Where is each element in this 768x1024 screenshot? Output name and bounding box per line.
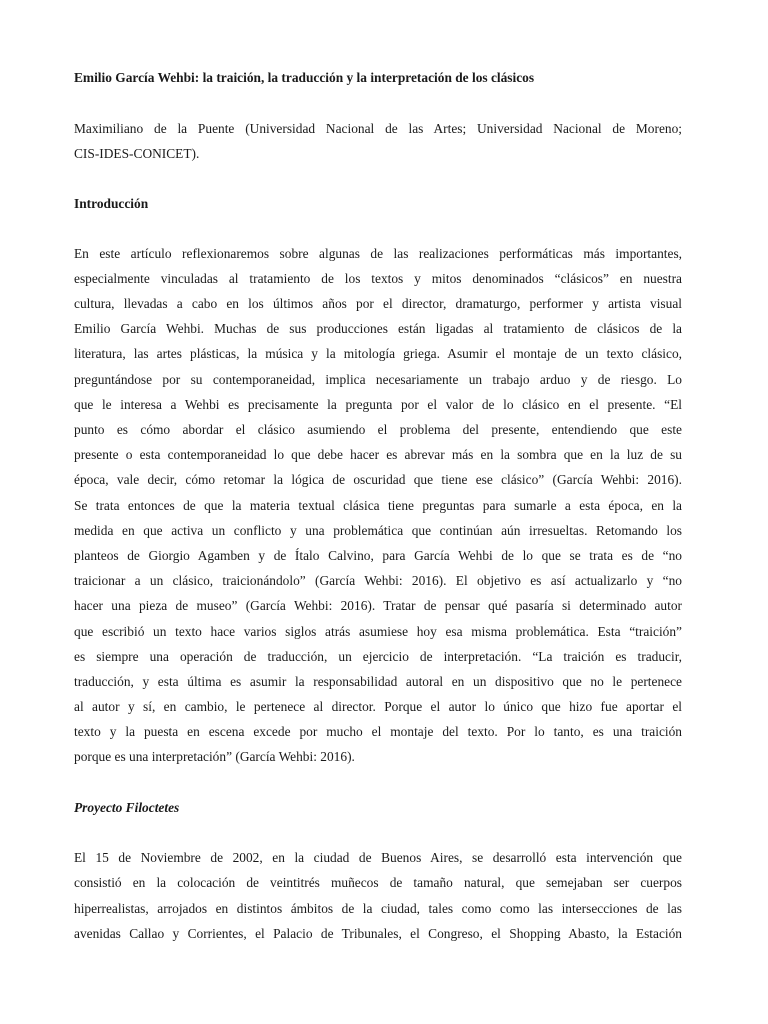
- paragraph-line: medida en que activa un conflicto y una problemática que continúan aún irresueltas. Retomando los: [74, 523, 682, 538]
- paragraph-line: Se trata entonces de que la materia textual clásica tiene preguntas para sumarle a esta época, en la: [74, 498, 682, 513]
- paragraph-line: Emilio García Wehbi. Muchas de sus producciones están ligadas al tratamiento de clásicos de la: [74, 321, 682, 336]
- document-title: Emilio García Wehbi: la traición, la traducción y la interpretación de los clásicos: [74, 70, 535, 85]
- paragraph-line: literatura, las artes plásticas, la música y la mitología griega. Asumir el montaje de un texto clásico,: [74, 346, 682, 361]
- paragraph-line: presente o esta contemporaneidad lo que debe hacer es abrevar más en la sombra que en la luz de su: [74, 447, 682, 462]
- paragraph-line: es siempre una operación de traducción, un ejercicio de interpretación. “La traición es traducir,: [74, 649, 682, 664]
- paragraph-line: hiperrealistas, arrojados en distintos ámbitos de la ciudad, tales como como las intersecciones de las: [74, 901, 682, 916]
- paragraph-line: preguntándose por su contemporaneidad, implica necesariamente un trabajo arduo y de riesgo. Lo: [74, 372, 682, 387]
- paragraph-line: texto y la puesta en escena excede por mucho el montaje del texto. Por lo tanto, es una traición: [74, 724, 682, 739]
- paragraph-line: época, vale decir, cómo retomar la lógica de oscuridad que tiene ese clásico” (García Wehbi: 2016).: [74, 472, 682, 487]
- paragraph-line: avenidas Callao y Corrientes, el Palacio de Tribunales, el Congreso, el Shopping Abasto, la Estación: [74, 926, 682, 941]
- paragraph-line: que escribió un texto hace varios siglos atrás asumiese hoy esa misma problemática. Esta “traición”: [74, 624, 682, 639]
- section-heading-introduccion: Introducción: [74, 196, 149, 211]
- paragraph-line: consistió en la colocación de veintitrés muñecos de tamaño natural, que semejaban ser cuerpos: [74, 875, 682, 890]
- paragraph-line: punto es cómo abordar el clásico asumiendo el problema del presente, entendiendo que este: [74, 422, 682, 437]
- author-line: CIS-IDES-CONICET).: [74, 146, 200, 161]
- paragraph-line: El 15 de Noviembre de 2002, en la ciudad de Buenos Aires, se desarrolló esta intervención que: [74, 850, 682, 865]
- paragraph-line: cultura, llevadas a cabo en los últimos años por el director, dramaturgo, performer y artista visual: [74, 296, 682, 311]
- section-heading-proyecto-filoctetes: Proyecto Filoctetes: [74, 800, 180, 815]
- paragraph-line: porque es una interpretación” (García Wehbi: 2016).: [74, 749, 355, 764]
- paragraph-line: planteos de Giorgio Agamben y de Ítalo Calvino, para García Wehbi de lo que se trata es de “no: [74, 548, 682, 563]
- paragraph-line: En este artículo reflexionaremos sobre algunas de las realizaciones performáticas más importantes,: [74, 246, 682, 261]
- paragraph-line: que le interesa a Wehbi es precisamente la pregunta por el valor de lo clásico en el presente. “El: [74, 397, 682, 412]
- author-line: Maximiliano de la Puente (Universidad Nacional de las Artes; Universidad Nacional de Moreno;: [74, 121, 682, 136]
- paragraph-line: hacer una pieza de museo” (García Wehbi: 2016). Tratar de pensar qué pasaría si determinado autor: [74, 598, 682, 613]
- paragraph-line: especialmente vinculadas al tratamiento de los textos y mitos denominados “clásicos” en nuestra: [74, 271, 682, 286]
- paragraph-line: traicionar a un clásico, traicionándolo” (García Wehbi: 2016). El objetivo es así actualizarlo y “no: [74, 573, 682, 588]
- paragraph-line: traducción, y esta última es asumir la responsabilidad autoral en un dispositivo que no le pertenece: [74, 674, 682, 689]
- paragraph-line: al autor y sí, en cambio, le pertenece al director. Porque el autor lo único que hizo fue aportar el: [74, 699, 682, 714]
